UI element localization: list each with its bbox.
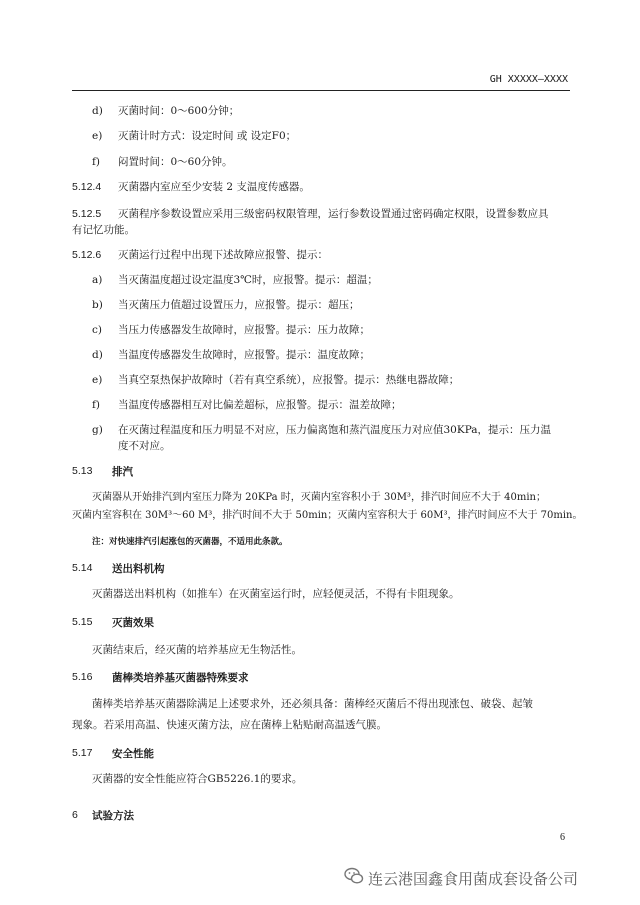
clause-text: 灭菌器从开始排汽到内室压力降为 20KPa 时，灭菌内室容积小于 30M³，排汽时间应不大于 40min； bbox=[92, 492, 546, 503]
watermark-text: 连云港国鑫食用菌成套设备公司 bbox=[368, 870, 579, 888]
item-label: f) bbox=[92, 156, 100, 168]
section-number: 6 bbox=[72, 809, 78, 821]
clause-text: 灭菌结束后，经灭菌的培养基应无生物活性。 bbox=[92, 644, 302, 656]
clause-text-continued: 有记忆功能。 bbox=[72, 224, 135, 236]
alarm-text: 在灭菌过程温度和压力明显不对应，压力偏离饱和蒸汽温度压力对应值30KPa，提示：压力温 bbox=[118, 424, 552, 436]
alarm-text: 当温度传感器发生故障时，应报警。提示：温度故障； bbox=[118, 349, 370, 361]
alarm-text: 当压力传感器发生故障时，应报警。提示：压力故障； bbox=[118, 324, 370, 336]
clause-number: 5.13 bbox=[72, 465, 93, 477]
note: 注：对快速排汽引起涨包的灭菌器，不适用此条款。 bbox=[92, 537, 288, 547]
clause-number: 5.16 bbox=[72, 671, 93, 683]
alarm-text: 当温度传感器相互对比偏差超标，应报警。提示：温差故障； bbox=[118, 399, 402, 411]
alarm-label: a) bbox=[92, 274, 103, 286]
item-text: 灭菌计时方式：设定时间 或 设定F0； bbox=[118, 130, 297, 142]
clause-text: 灭菌运行过程中出现下述故障应报警、提示： bbox=[118, 249, 328, 261]
alarm-label: f) bbox=[92, 399, 100, 411]
alarm-label: c) bbox=[92, 324, 102, 336]
alarm-text-continued: 度不对应。 bbox=[118, 440, 171, 452]
clause-text: 灭菌器送出料机构（如推车）在灭菌室运行时，应轻便灵活，不得有卡阻现象。 bbox=[92, 588, 460, 600]
clause-text: 灭菌程序参数设置应采用三级密码权限管理，运行参数设置通过密码确定权限，设置参数应具 bbox=[118, 208, 549, 220]
alarm-label: g) bbox=[92, 424, 103, 436]
clause-title: 安全性能 bbox=[112, 748, 154, 760]
alarm-label: d) bbox=[92, 349, 103, 361]
alarm-text: 当灭菌温度超过设定温度3℃时，应报警。提示：超温； bbox=[118, 274, 378, 286]
alarm-label: e) bbox=[92, 374, 103, 386]
alarm-label: b) bbox=[92, 299, 103, 311]
alarm-text: 当真空泵热保护故障时（若有真空系统），应报警。提示：热继电器故障； bbox=[118, 374, 460, 386]
clause-title: 菌棒类培养基灭菌器特殊要求 bbox=[112, 672, 249, 684]
clause-number: 5.15 bbox=[72, 616, 93, 628]
clause-text: 灭菌器的安全性能应符合GB5226.1的要求。 bbox=[92, 773, 303, 785]
clause-text: 菌棒类培养基灭菌器除满足上述要求外，还必须具备：菌棒经灭菌后不得出现涨包、破袋、起皱 bbox=[92, 698, 533, 710]
item-text: 灭菌时间：0～600分钟； bbox=[118, 105, 240, 117]
clause-text: 灭菌器内室应至少安装 2 支温度传感器。 bbox=[118, 181, 310, 193]
clause-text-continued: 灭菌内室容积在 30M³～60 M³，排汽时间不大于 50min；灭菌内室容积大于 60M³，排汽时间应不大于 70min。 bbox=[72, 510, 583, 521]
item-text: 闷置时间：0～60分钟。 bbox=[118, 156, 233, 168]
wechat-logo-icon bbox=[344, 866, 364, 886]
item-label: e) bbox=[92, 130, 103, 142]
item-label: d) bbox=[92, 105, 103, 117]
clause-title: 送出料机构 bbox=[112, 563, 165, 575]
clause-number: 5.12.5 bbox=[72, 208, 102, 220]
clause-number: 5.14 bbox=[72, 562, 93, 574]
clause-title: 排汽 bbox=[112, 466, 133, 478]
page-number: 6 bbox=[560, 832, 565, 843]
header-rule bbox=[72, 90, 570, 91]
clause-number: 5.12.4 bbox=[72, 181, 102, 193]
clause-title: 灭菌效果 bbox=[112, 617, 154, 629]
clause-number: 5.17 bbox=[72, 747, 93, 759]
clause-text-continued: 现象。若采用高温、快速灭菌方法，应在菌棒上粘贴耐高温透气膜。 bbox=[72, 719, 387, 731]
section-title: 试验方法 bbox=[92, 810, 134, 822]
alarm-text: 当灭菌压力值超过设置压力，应报警。提示：超压； bbox=[118, 299, 360, 311]
document-code: GH XXXXX—XXXX bbox=[489, 74, 568, 85]
clause-number: 5.12.6 bbox=[72, 249, 102, 261]
